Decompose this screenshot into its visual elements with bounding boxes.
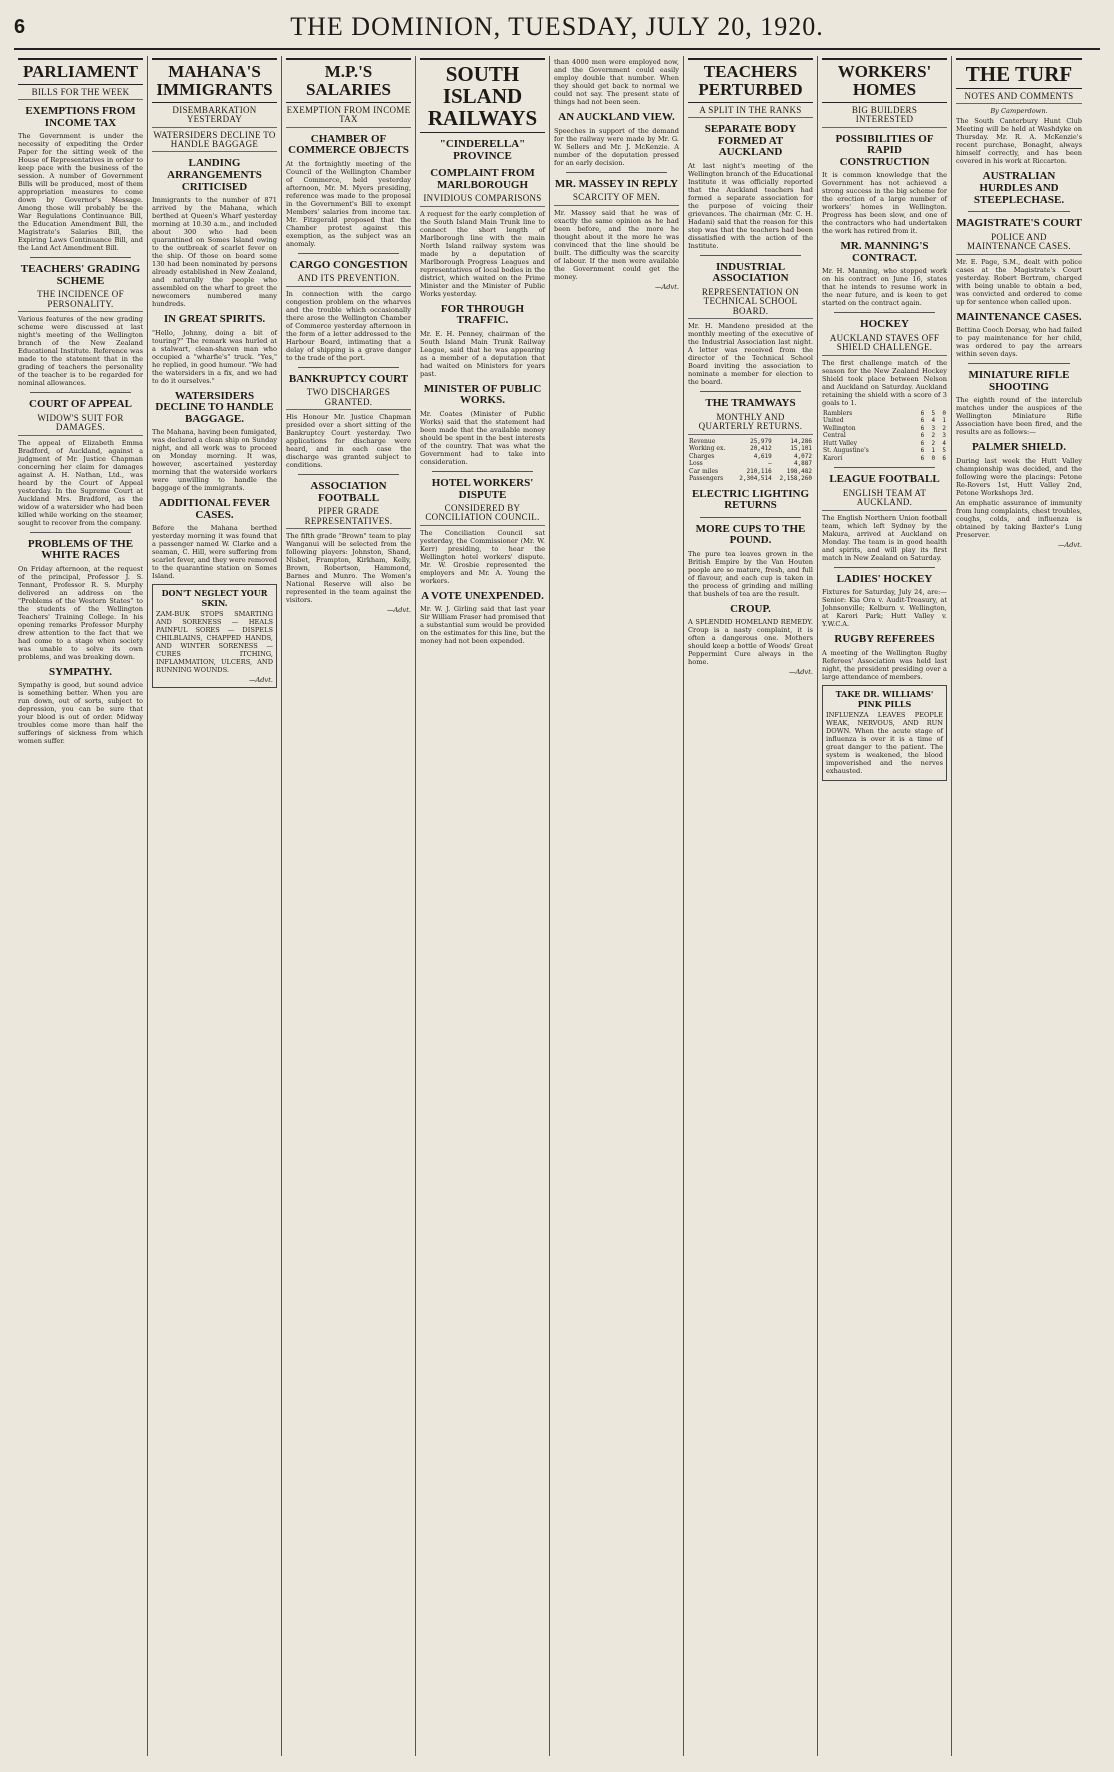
divider [834, 312, 935, 313]
divider [968, 363, 1070, 364]
article-subheading: MAINTENANCE CASES. [956, 310, 1082, 323]
article-body: Various features of the new grading scheme were discussed at last night's meeting of the Wellington branch of the New Zealand Educational Institute. Reference was made to the statement that in the grading of teachers the personality of the teacher is to be regarded for nominal allowances. [18, 315, 143, 388]
ad-signature: —Advt. [654, 282, 679, 291]
divider [834, 467, 935, 468]
divider [968, 211, 1070, 212]
advertisement [152, 584, 277, 688]
article-body: Mr. E. Page, S.M., dealt with police cases at the Magistrate's Court yesterday. Robert Bertram, charged with being unable to obtain a bed, was convicted and ordered to come up for sentence when called upon. [956, 257, 1082, 306]
article-subheading: AN AUCKLAND VIEW. [558, 111, 675, 123]
table-row [688, 438, 813, 446]
divider [700, 517, 801, 518]
article-body: The first challenge match of the season for the New Zealand Hockey Shield took place between Nelson and Auckland on Saturday. Auckland retaining the shield with a score of 3 goals to 1. [822, 358, 947, 407]
article-heading: HOCKEY [860, 318, 909, 331]
table-cell: 1 [931, 447, 936, 455]
article-subheading: EXEMPTION FROM INCOME TAX [286, 106, 411, 128]
article-subheading: PIPER GRADE REPRESENTATIVES. [286, 507, 411, 529]
divider [298, 253, 399, 254]
article-heading: ASSOCIATION FOOTBALL [310, 480, 387, 504]
column-7 [818, 56, 952, 1756]
table-row [822, 455, 947, 463]
divider [700, 255, 801, 256]
table-cell: 6 [942, 454, 946, 462]
article-body: Mr. H. Mandeno presided at the monthly meeting of the executive of the Industrial Association last night. A letter was received from the director of the Technical School Board inviting the association to nominate a member for election to the board. [688, 322, 813, 387]
table-cell: 2 [931, 432, 936, 440]
article-heading: PROBLEMS OF THE WHITE RACES [27, 537, 134, 562]
article-body: Mr. Massey said that he was of exactly the same opinion as he had been before, and the more he thought about it the more he was convinced that the line should be built. The difficulty was the scarcity of labour. If the men were available the Government could get the money. [554, 208, 679, 281]
article-heading: ELECTRIC LIGHTING RETURNS [691, 487, 810, 512]
article-heading: LEAGUE FOOTBALL [829, 473, 940, 486]
hockey-table [822, 410, 947, 463]
article-subheading: SEPARATE BODY FORMED AT AUCKLAND [704, 123, 797, 159]
table-cell: 3 [942, 432, 946, 440]
article-body: On Friday afternoon, at the request of the principal, Professor J. S. Tennant, Professor R. S. Murphy delivered an address on the "Problems of the Western States" to the students of the Wellington Teachers' Training College. In his opening remarks Professor Murphy drew attention to the fact that we had come to a stage when society was unable to solve its own problems, and was breaking down. [18, 564, 143, 661]
article-heading: MAGISTRATE'S COURT [956, 217, 1082, 230]
table-cell: 4 [942, 439, 946, 447]
article-body: Mr. W. J. Girling said that last year Sir William Fraser had promised that a substantial sum would be provided on the estimates for this line, but the money had not been expended. [420, 605, 545, 646]
column-6 [684, 56, 818, 1756]
article-heading: MORE CUPS TO THE POUND. [695, 522, 806, 547]
article-subheading: EXEMPTIONS FROM INCOME TAX [25, 105, 136, 129]
ad-signature: —Advt. [248, 676, 273, 685]
article-body: Mr. E. H. Penney, chairman of the South Island Main Trunk Railway League, said that he was appearing as a member of a deputation that had waited on Ministers for years past. [420, 329, 545, 378]
article-body: The Mahana, having been fumigated, was declared a clean ship on Sunday night, and all work was to proceed on Monday morning. It was, however, ascertained yesterday morning that the waterside workers were unwilling to handle the baggage of the immigrants. [152, 428, 277, 493]
article-subheading: THE INCIDENCE OF PERSONALITY. [18, 290, 143, 312]
divider [298, 367, 399, 368]
table-row [822, 425, 947, 433]
article-heading: TEACHERS PERTURBED [688, 58, 813, 103]
article-subheading: NOTES AND COMMENTS [956, 92, 1082, 104]
table-cell: 5 [931, 409, 936, 417]
article-body: A request for the early completion of the South Island Main Trunk line to connect the short length of Marlborough line with the main North Island railway system was made by a deputation of Marlborough Progress Leagues and representatives of local bodies in the district, which waited on the Prime Minister and the Minister of Public Works yesterday. [420, 209, 545, 298]
article-body: The pure tea leaves grown in the British Empire by the Van Houten people are so mature, fresh, and full of flavour, and each cup is taken in the process of grinding and milling that bushels of tea are the result. [688, 549, 813, 598]
article-subheading: TWO DISCHARGES GRANTED. [286, 388, 411, 410]
article-subheading: IN GREAT SPIRITS. [163, 313, 266, 326]
article-subheading: DISEMBARKATION YESTERDAY [152, 106, 277, 128]
article-subheading: A SPLIT IN THE RANKS [688, 106, 813, 118]
article-body: Mr. Coates (Minister of Public Works) said that the statement had been made that the available money should be spent in the best interests of the country. That was what the Government had to take into consideration. [420, 409, 545, 466]
article-heading: LADIES' HOCKEY [836, 572, 933, 585]
table-row [688, 475, 813, 483]
table-cell: Charges [689, 452, 715, 460]
article-body: Before the Mahana berthed yesterday morning it was found that a passenger named W. Clarke and a seaman, C. Hill, were suffering from scarlet fever, and they were removed to the quarantine station on Somes Island. [152, 524, 277, 581]
table-row [822, 410, 947, 418]
ad-body: ZAM-BUK STOPS SMARTING AND SORENESS — HEALS PAINFUL SORES — DISPELS CHILBLAINS, CHAPPED HANDS, AND WINTER SORENESS — CURES ITCHING, INFLAMMATION, ULCERS, AND RUNNING WOUNDS. [156, 610, 273, 675]
article-subheading: ADDITIONAL FEVER CASES. [159, 497, 270, 521]
table-cell: 6 [920, 447, 925, 455]
article-subheading: MINISTER OF PUBLIC WORKS. [423, 382, 542, 407]
column-2 [148, 56, 282, 1756]
table-cell: 2 [942, 424, 946, 432]
article-body: The South Canterbury Hunt Club Meeting will be held at Washdyke on Thursday. Mr. R. A. McKenzie's recent purchase, Bonaght, always himself correctly, and has been covered in his work at Riccarton. [956, 117, 1082, 166]
article-heading: PARLIAMENT [18, 58, 143, 85]
table-cell: 210,116 [746, 467, 772, 475]
article-subheading: "CINDERELLA" PROVINCE [439, 138, 526, 162]
table-cell: 6 [920, 439, 925, 447]
ad-signature: —Advt. [788, 668, 813, 677]
table-cell: 6 [920, 409, 925, 417]
table-row [822, 440, 947, 448]
article-body: "Hello, Johnny, doing a bit of touring?" The remark was hurled at a stalwart, clean-shaven man who occupied a "wharfie's" truck. "Yes," he replied, in good humour. "We had the watersiders in a fix, and we had to do it ourselves." [152, 328, 277, 385]
article-subheading: AUSTRALIAN HURDLES AND STEEPLECHASE. [973, 170, 1065, 206]
table-row [688, 453, 813, 461]
table-cell: Hutt Valley [823, 439, 857, 447]
masthead [14, 6, 1100, 50]
ad-heading: DON'T NEGLECT YOUR SKIN. [161, 588, 268, 609]
article-body: Mr. H. Manning, who stopped work on his contract on June 16, states that he intends to resume work in the near future, and is keen to get started on the contract again. [822, 267, 947, 308]
article-subheading: SYMPATHY. [48, 665, 113, 678]
table-cell: Working ex. [689, 445, 726, 453]
divider [700, 391, 801, 392]
table-cell: 6 [920, 432, 925, 440]
article-heading: THE TURF [956, 58, 1082, 89]
divider [566, 172, 667, 173]
article-heading: MR. MASSEY IN REPLY [554, 177, 679, 190]
table-row [688, 468, 813, 476]
article-body: It is common knowledge that the Government has not achieved a strong success in the big scheme for the erection of a large number of workers' homes in Wellington. Progress has been slow, and one of the contractors who had undertaken the work has retired from it. [822, 171, 947, 236]
divider [30, 532, 131, 533]
table-row [688, 460, 813, 468]
article-subheading: WATERSIDERS DECLINE TO HANDLE BAGGAGE. [155, 389, 274, 425]
table-cell: Revenue [689, 437, 716, 445]
columns [14, 56, 1100, 1756]
article-heading: THE TRAMWAYS [705, 397, 796, 410]
article-body: At the fortnightly meeting of the Council of the Wellington Chamber of Commerce, held yesterday afternoon, Mr. M. Myers presiding, reference was made to the proposal in the Government's Bill to exempt Members' salaries from income tax. Mr. Fitzgerald proposed that the Chamber protest against this exemption, as the subject was an anomaly. [286, 159, 411, 248]
table-cell: St. Augustine's [823, 447, 869, 455]
article-subheading: POSSIBILITIES OF RAPID CONSTRUCTION [835, 132, 934, 168]
table-cell: 4,887 [793, 460, 812, 468]
table-cell: 25,979 [750, 437, 772, 445]
ad-heading: TAKE DR. WILLIAMS' PINK PILLS [835, 688, 934, 709]
article-subheading: WATERSIDERS DECLINE TO HANDLE BAGGAGE [152, 131, 277, 153]
article-subheading: MONTHLY AND QUARTERLY RETURNS. [688, 413, 813, 435]
table-cell: Ramblers [823, 409, 853, 417]
article-heading: CARGO CONGESTION [289, 258, 408, 271]
article-heading: MAHANA'S IMMIGRANTS [152, 58, 277, 103]
divider [298, 474, 399, 475]
table-body [822, 410, 947, 463]
page-number: 6 [14, 15, 26, 38]
article-subheading: SCARCITY OF MEN. [554, 193, 679, 205]
table-cell: 6 [920, 424, 925, 432]
article-subheading: FOR THROUGH TRAFFIC. [440, 302, 525, 327]
table-cell: 0 [942, 409, 946, 417]
table-cell: 4,619 [753, 452, 772, 460]
article-heading: WORKERS' HOMES [822, 58, 947, 103]
article-heading: RUGBY REFEREES [834, 633, 935, 646]
article-body: than 4000 men were employed now, and the Government could easily employ double that number. When they should get back to normal we could not say. The present state of things had not been seen. [554, 58, 679, 106]
divider [30, 392, 131, 393]
article-heading: MINIATURE RIFLE SHOOTING [968, 369, 1070, 393]
article-body: At last night's meeting of the Wellington branch of the Educational Institute it was officially reported that the Auckland teachers had formed a separate association for the purpose of voicing their grievances. The chairman (Mr. C. H. Hadani) said that the reason for this step was that the teachers had been dissatisfied with the action of the Institute. [688, 161, 813, 250]
article-heading: BANKRUPTCY COURT [288, 372, 409, 385]
article-subheading: COMPLAINT FROM MARLBOROUGH [430, 167, 535, 191]
divider [432, 471, 533, 472]
article-body: The English Northern Union football team, which left Sydney by the Makura, arrived at Auckland on Monday. The team is in good health and spirits, and will play its first match in New Zealand on Saturday. [822, 513, 947, 562]
article-subheading: MR. MANNING'S CONTRACT. [840, 240, 929, 264]
article-body: Fixtures for Saturday, July 24, are:—Senior: Kia Ora v. Audit-Treasury, at Johnsonville; Kelburn v. Wellington, at Karori Park; Hutt Valley v. Y.W.C.A. [822, 588, 947, 629]
column-1 [14, 56, 148, 1756]
article-subheading: WIDOW'S SUIT FOR DAMAGES. [18, 414, 143, 436]
article-subheading: A VOTE UNEXPENDED. [421, 589, 544, 602]
table-cell: Karori [823, 454, 843, 462]
table-cell: 4,072 [793, 452, 812, 460]
table-cell: Car miles [689, 467, 719, 475]
table-cell: Loss [689, 460, 703, 468]
ad-body: INFLUENZA LEAVES PEOPLE WEAK, NERVOUS, AND RUN DOWN. When the acute stage of influenza is over it is a time of great danger to the patient. The system is weakened, the blood impoverished and the nerves exhausted. [826, 710, 943, 775]
table-cell: 5 [942, 447, 946, 455]
table-body [688, 438, 813, 483]
article-heading: INDUSTRIAL ASSOCIATION [712, 260, 789, 285]
article-subheading: REPRESENTATION ON TECHNICAL SCHOOL BOARD. [688, 288, 813, 319]
table-cell: 6 [920, 417, 925, 425]
table-row [822, 417, 947, 425]
article-body: The fifth grade "Brown" team to play Wanganui will be selected from the following players: Johnston, Shand, Nisbet, Frampton, Kirkham, Kelly, Brown, Robertson, Hammond, Barnes and Munro. The Women's National Reserve will also be represented in the team against the visitors. [286, 532, 411, 605]
table-cell: 6 [920, 454, 925, 462]
table-cell: 4 [931, 417, 936, 425]
table-cell: 0 [931, 454, 936, 462]
table-cell: 2,304,514 [739, 475, 772, 483]
divider [834, 567, 935, 568]
column-5 [550, 56, 684, 1756]
column-8 [952, 56, 1086, 1756]
article-heading: TEACHERS' GRADING SCHEME [20, 263, 141, 287]
table-cell: 1 [942, 417, 946, 425]
table-cell: 2,158,260 [779, 475, 812, 483]
article-subheading: CHAMBER OF COMMERCE OBJECTS [288, 132, 409, 157]
table-cell: Wellington [823, 424, 856, 432]
article-subheading: PALMER SHIELD. [972, 441, 1066, 454]
tramway-returns-table [688, 438, 813, 483]
column-3 [282, 56, 416, 1756]
article-body: In connection with the cargo congestion problem on the wharves and the trouble which occasionally there arose the Wellington Chamber of Commerce yesterday afternoon in the form of a letter addressed to the Harbour Board, intimating that a delay of shipping is a grave danger to the trade of the port. [286, 289, 411, 362]
table-row [688, 445, 813, 453]
article-heading: SOUTH ISLAND RAILWAYS [420, 58, 545, 133]
byline: By Camperdown. [990, 107, 1048, 116]
ad-signature: —Advt. [386, 606, 411, 615]
table-row [822, 447, 947, 455]
article-body: A SPLENDID HOMELAND REMEDY. Croup is a nasty complaint, it is often a dangerous one. Mothers should keep a bottle of Woods' Great Peppermint Cure always in the home. [688, 618, 813, 667]
article-subheading: BILLS FOR THE WEEK [18, 88, 143, 100]
table-cell: 2 [931, 439, 936, 447]
table-row [822, 432, 947, 440]
table-cell: Passengers [689, 475, 724, 483]
table-cell: 3 [931, 424, 936, 432]
table-cell: 15,101 [790, 445, 812, 453]
table-cell: 20,412 [750, 445, 772, 453]
article-subheading: CONSIDERED BY CONCILIATION COUNCIL. [420, 504, 545, 526]
article-body: The eighth round of the interclub matches under the auspices of the Wellington Miniature Rifle Association have been fired, and the results are as follows:— [956, 396, 1082, 437]
article-body: A meeting of the Wellington Rugby Referees' Association was held last night, the president presiding over a large attendance of members. [822, 648, 947, 681]
article-body: The Government is under the necessity of expediting the Order Paper for the sitting week of the House of Representatives in order to keep pace with the business of the session. A number of Government Bills will be produced, most of them appropriation measures to come down by Governor's Message. Among those will probably be the War Regulations Continuance Bill, the Education Amendment Bill, the Magistrate's Salaries Bill, the Expiring Laws Continuance Bill, and the Land Act Amendment Bill. [18, 132, 143, 253]
advertisement [822, 685, 947, 781]
article-heading: COURT OF APPEAL [29, 398, 132, 411]
ad-signature: —Advt. [1057, 540, 1082, 549]
article-subheading: POLICE AND MAINTENANCE CASES. [956, 233, 1082, 255]
article-heading: CROUP. [730, 602, 771, 615]
article-subheading: AUCKLAND STAVES OFF SHIELD CHALLENGE. [822, 334, 947, 356]
divider [30, 257, 131, 258]
article-body: Sympathy is good, but sound advice is something better. When you are run down, out of sorts, subject to depression, you can be sure that your blood is out of order. Midway troubles come more than half the sufferings of sickness from which women suffer. [18, 681, 143, 746]
table-cell: Central [823, 432, 846, 440]
article-body: An emphatic assurance of immunity from lung complaints, chest troubles, coughs, colds, and influenza is obtained by taking Baxter's Lung Preserver. [956, 498, 1082, 539]
table-cell: 14,286 [790, 437, 812, 445]
table-cell: 198,482 [786, 467, 812, 475]
article-body: During last week the Hutt Valley championship was decided, and the following were the placings: Petone Re-Rovers 1st, Hutt Valley 2nd, Petone Workshops 3rd. [956, 456, 1082, 497]
article-body: Bettina Cooch Dorsay, who had failed to pay maintenance for her child, was ordered to pay the arrears within seven days. [956, 326, 1082, 359]
article-heading: HOTEL WORKERS' DISPUTE [431, 476, 534, 501]
table-cell: — [768, 460, 772, 468]
article-heading: M.P.'S SALARIES [286, 58, 411, 103]
article-body: Immigrants to the number of 871 arrived by the Mahana, which berthed at Queen's Wharf yesterday morning at 10.30 a.m., and included about 300 who had been quarantined on Somes Island owing to the outbreak of scarlet fever on the ship. Of those on board some 130 had been nominated by persons already established in New Zealand, and naturally the people who assembled on the wharf to greet the newcomers numbered many hundreds. [152, 196, 277, 309]
article-subheading: BIG BUILDERS INTERESTED [822, 106, 947, 128]
article-subheading: AND ITS PREVENTION. [286, 274, 411, 286]
table-cell: United [823, 417, 844, 425]
article-body: The appeal of Elizabeth Emma Bradford, of Auckland, against a judgment of Mr. Justice Chapman concerning her claim for damages against A. H. Nathan, Ltd., was heard by the Court of Appeal yesterday. In the Supreme Court at Auckland Mrs. Bradford, as the widow of a watersider who had been killed while working on the steamer, sought to recover from the company. [18, 438, 143, 527]
article-subheading: LANDING ARRANGEMENTS CRITICISED [167, 157, 262, 193]
newspaper-title: THE DOMINION, TUESDAY, JULY 20, 1920. [290, 12, 824, 41]
article-body: Speeches in support of the demand for the railway were made by Mr. G. W. Sellers and Mr. J. McKenzie. A number of the deputation pressed for an early decision. [554, 126, 679, 167]
article-subheading: ENGLISH TEAM AT AUCKLAND. [822, 489, 947, 511]
column-4 [416, 56, 550, 1756]
article-subheading: INVIDIOUS COMPARISONS [420, 194, 545, 206]
article-body: The Conciliation Council sat yesterday, the Commissioner (Mr. W. Kerr) presiding, to hear the Wellington hotel workers' dispute. Mr. W. Grosbie represented the employers and Mr. A. Young the workers. [420, 528, 545, 585]
article-body: His Honour Mr. Justice Chapman presided over a short sitting of the Bankruptcy Court yesterday. Two applications for discharge were heard, and in each case the discharge was granted subject to conditions. [286, 413, 411, 470]
